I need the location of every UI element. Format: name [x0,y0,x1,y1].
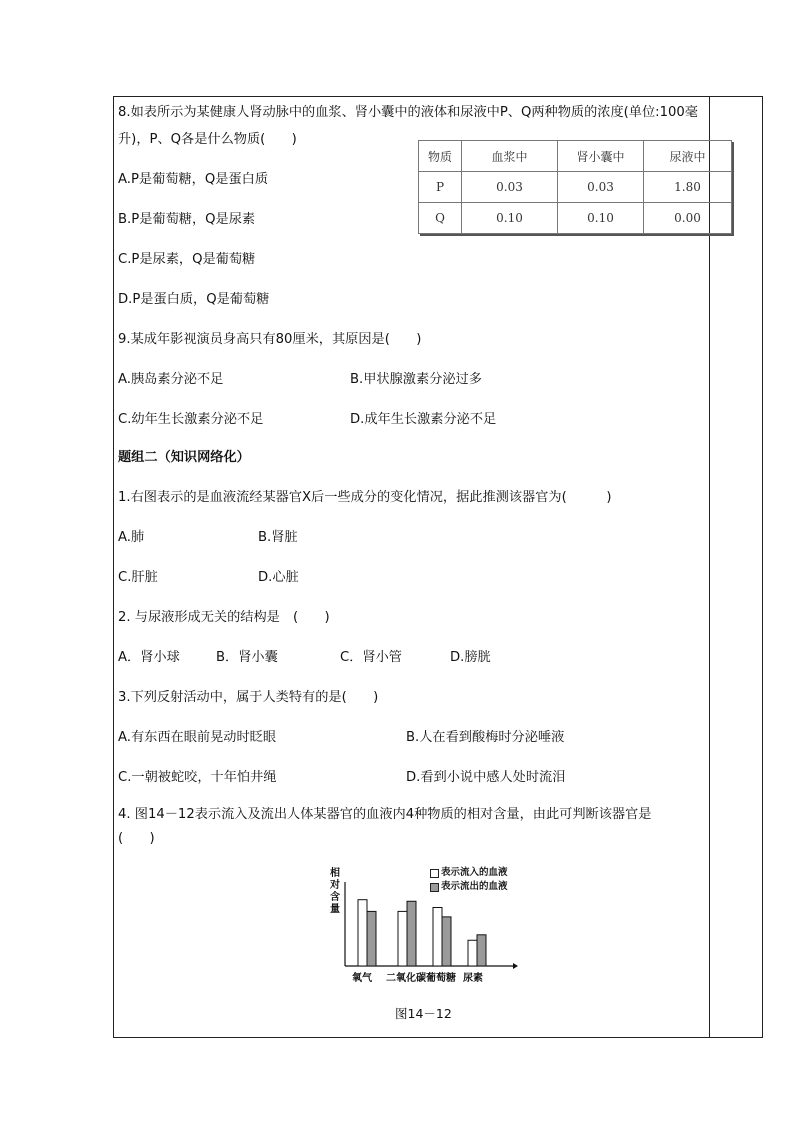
g2-stem: 2. 与尿液形成无关的结构是 ( ) [118,610,330,625]
g1-option-d: D.心脏 [258,570,299,585]
legend-label: 表示流入的血液 [441,867,508,878]
table-cell: Q [419,203,462,234]
x-axis-arrow [513,963,518,969]
bar [367,911,376,966]
g1-stem: 1.右图表示的是血液流经某器官X后一些成分的变化情况，据此推测该器官为( ) [118,490,612,505]
bar [433,908,442,967]
g3-stem: 3.下列反射活动中，属于人类特有的是( ) [118,690,379,705]
q8-option-b: B.P是葡萄糖，Q是尿素 [118,212,256,227]
x-tick-label: 葡萄糖 [426,973,456,984]
q8-stem-line1: 8.如表所示为某健康人肾动脉中的血浆、肾小囊中的液体和尿液中P、Q两种物质的浓度(单位:100毫 [118,105,698,120]
figure-caption: 图14－12 [395,1006,452,1021]
q8-data-table [418,140,732,234]
q8-option-d: D.P是蛋白质，Q是葡萄糖 [118,292,270,307]
g2-option-b: B．肾小囊 [216,650,278,665]
table-header-row [419,141,732,172]
x-tick-label: 氧气 [352,973,372,984]
g1-option-c: C.肝脏 [118,570,158,585]
g4-stem-line2: ( ) [118,831,155,846]
table-cell: 0.00 [644,203,732,234]
chart-ylabel: 相对含量 [330,868,340,915]
table-cell: 0.03 [462,172,558,203]
bar [442,917,451,966]
bar [468,940,477,966]
g1-option-a: A.肺 [118,530,145,545]
table-cell: P [419,172,462,203]
table-cell: 0.10 [558,203,644,234]
g2-option-c: C．肾小管 [340,650,402,665]
table-header: 肾小囊中 [558,141,644,172]
table-cell: 0.03 [558,172,644,203]
g4-stem-line1: 4. 图14－12表示流入及流出人体某器官的血液内4种物质的相对含量，由此可判断该器官是 [118,807,652,822]
g2-option-d: D.膀胱 [450,650,491,665]
table-row [419,172,732,203]
bar [407,901,416,966]
column-divider [709,96,710,1038]
q9-stem: 9.某成年影视演员身高只有80厘米，其原因是( ) [118,332,422,347]
bar-chart [325,862,525,987]
table-cell: 0.10 [462,203,558,234]
g2-option-a: A．肾小球 [118,650,180,665]
g3-option-b: B.人在看到酸梅时分泌唾液 [406,730,565,745]
q8-stem-line2: 升)，P、Q各是什么物质( ) [118,132,297,147]
table-row [419,203,732,234]
g3-option-d: D.看到小说中感人处时流泪 [406,770,566,785]
group2-title: 题组二（知识网络化） [118,450,250,465]
legend-label: 表示流出的血液 [441,881,508,892]
g3-option-c: C.一朝被蛇咬，十年怕井绳 [118,770,277,785]
x-tick-label: 尿素 [463,973,483,984]
q9-option-d: D.成年生长激素分泌不足 [350,412,497,427]
g1-option-b: B.肾脏 [258,530,298,545]
g3-option-a: A.有东西在眼前晃动时眨眼 [118,730,277,745]
bar [477,935,486,966]
q8-option-a: A.P是葡萄糖，Q是蛋白质 [118,172,269,187]
table-header: 尿液中 [644,141,732,172]
q9-option-a: A.胰岛素分泌不足 [118,372,224,387]
table-cell: 1.80 [644,172,732,203]
table-header: 物质 [419,141,462,172]
q9-option-c: C.幼年生长激素分泌不足 [118,412,264,427]
q9-option-b: B.甲状腺激素分泌过多 [350,372,482,387]
bar [398,911,407,966]
table-header: 血浆中 [462,141,558,172]
bar [358,900,367,966]
x-tick-label: 二氧化碳 [386,973,426,984]
q8-option-c: C.P是尿素，Q是葡萄糖 [118,252,256,267]
